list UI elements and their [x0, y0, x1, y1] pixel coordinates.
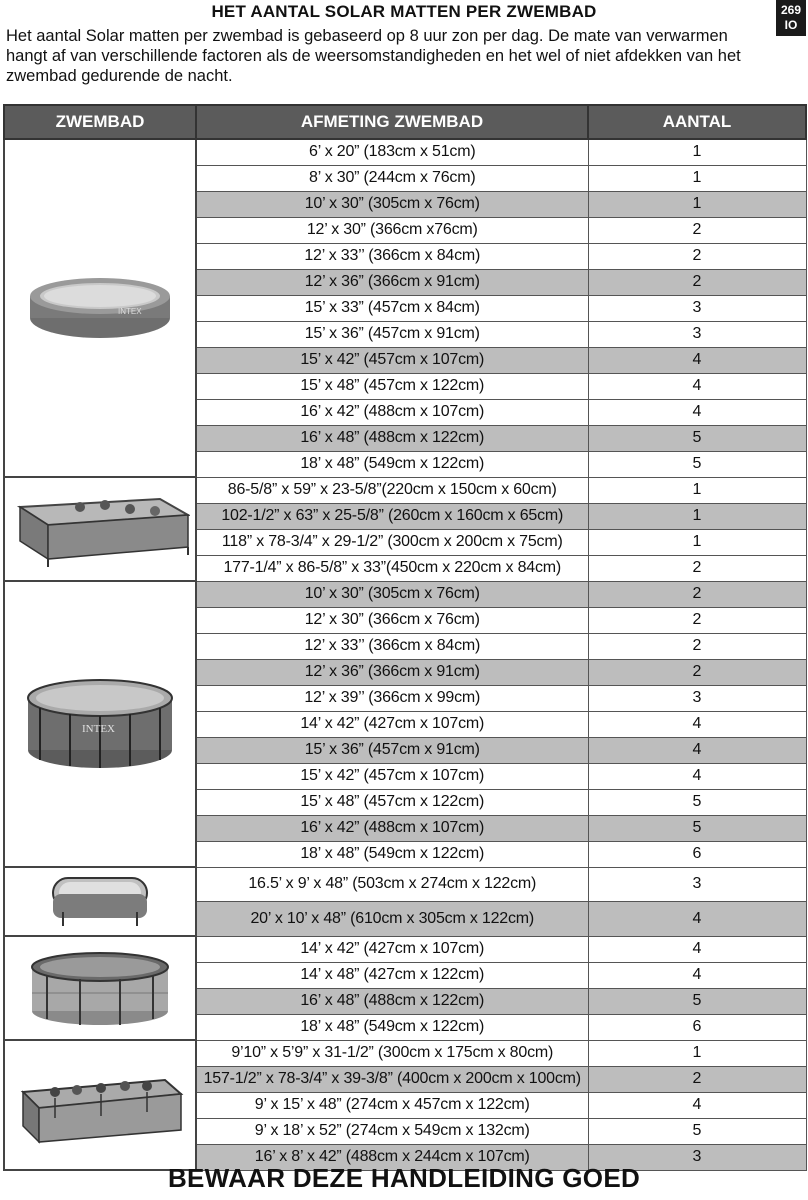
language-code: IO [784, 18, 798, 32]
pool-size-cell: 18’ x 48” (549cm x 122cm) [196, 1014, 588, 1040]
intro-text: Het aantal Solar matten per zwembad is gebaseerd op 8 uur zon per dag. De mate van verwarmen hangt af van verschillende factoren als de weersomstandigheden en het wel of niet afdekken van het zwembad gedurende de nacht. [6, 27, 741, 85]
pool-size-cell: 12’ x 30” (366cm x 76cm) [196, 607, 588, 633]
pool-size-cell: 10’ x 30” (305cm x 76cm) [196, 191, 588, 217]
pool-size-cell: 177-1/4” x 86-5/8” x 33”(450cm x 220cm x 84cm) [196, 555, 588, 581]
pool-size-cell: 10’ x 30” (305cm x 76cm) [196, 581, 588, 607]
pool-size-cell: 15’ x 48” (457cm x 122cm) [196, 373, 588, 399]
page-title: HET AANTAL SOLAR MATTEN PER ZWEMBAD [211, 2, 597, 21]
mat-count-cell: 3 [588, 321, 806, 347]
pool-size-cell: 15’ x 33” (457cm x 84cm) [196, 295, 588, 321]
pool-size-cell: 12’ x 36” (366cm x 91cm) [196, 269, 588, 295]
pool-size-cell: 118” x 78-3/4” x 29-1/2” (300cm x 200cm x 75cm) [196, 529, 588, 555]
mat-count-cell: 2 [588, 581, 806, 607]
pool-size-cell: 15’ x 42” (457cm x 107cm) [196, 763, 588, 789]
easy-set-round-pool-icon [22, 306, 178, 348]
mat-count-cell: 1 [588, 503, 806, 529]
mat-count-cell: 5 [588, 451, 806, 477]
rectangular-frame-pool-icon [10, 556, 190, 573]
mat-count-cell: 5 [588, 789, 806, 815]
mat-count-cell: 3 [588, 1144, 806, 1170]
pool-size-cell: 16’ x 42” (488cm x 107cm) [196, 399, 588, 425]
pool-size-cell: 14’ x 42” (427cm x 107cm) [196, 711, 588, 737]
pool-size-cell: 18’ x 48” (549cm x 122cm) [196, 841, 588, 867]
pool-size-cell: 12’ x 30” (366cm x76cm) [196, 217, 588, 243]
mat-count-cell: 4 [588, 737, 806, 763]
pool-size-cell: 14’ x 42” (427cm x 107cm) [196, 936, 588, 962]
mat-count-cell: 4 [588, 902, 806, 937]
ultra-frame-rectangular-pool-icon [15, 1135, 185, 1152]
pool-size-cell: 9’ x 15’ x 48” (274cm x 457cm x 122cm) [196, 1092, 588, 1118]
pool-image-cell [4, 139, 196, 477]
mat-count-cell: 5 [588, 815, 806, 841]
mat-count-cell: 3 [588, 685, 806, 711]
mat-count-cell: 4 [588, 711, 806, 737]
mat-count-cell: 4 [588, 962, 806, 988]
column-header-size: AFMETING ZWEMBAD [196, 105, 588, 139]
pool-size-cell: 6’ x 20” (183cm x 51cm) [196, 139, 588, 165]
page-number: 269 [780, 3, 802, 17]
pool-size-cell: 15’ x 42” (457cm x 107cm) [196, 347, 588, 373]
mat-count-cell: 1 [588, 165, 806, 191]
mat-count-cell: 5 [588, 988, 806, 1014]
mat-count-cell: 2 [588, 1066, 806, 1092]
pool-image-cell [4, 936, 196, 1040]
pool-size-cell: 18’ x 48” (549cm x 122cm) [196, 451, 588, 477]
mat-count-cell: 2 [588, 607, 806, 633]
pool-size-cell: 12’ x 33’’ (366cm x 84cm) [196, 243, 588, 269]
table-row [4, 936, 806, 962]
pool-size-cell: 20’ x 10’ x 48” (610cm x 305cm x 122cm) [196, 902, 588, 937]
mat-count-cell: 2 [588, 659, 806, 685]
mat-count-cell: 4 [588, 936, 806, 962]
pool-image-cell [4, 581, 196, 867]
footer-note: BEWAAR DEZE HANDLEIDING GOED [167, 1163, 641, 1193]
mat-count-cell: 1 [588, 191, 806, 217]
table-row [4, 867, 806, 902]
pool-size-cell: 15’ x 36” (457cm x 91cm) [196, 737, 588, 763]
table-header-row [4, 105, 806, 139]
mat-count-cell: 4 [588, 1092, 806, 1118]
mat-count-cell: 5 [588, 425, 806, 451]
mat-count-cell: 2 [588, 243, 806, 269]
mat-count-cell: 3 [588, 867, 806, 902]
column-header-count: AANTAL [588, 105, 806, 139]
ultra-frame-round-pool-icon [25, 1014, 175, 1031]
pool-size-cell: 16.5’ x 9’ x 48” (503cm x 274cm x 122cm) [196, 867, 588, 902]
mat-count-cell: 3 [588, 295, 806, 321]
pool-size-cell: 15’ x 36” (457cm x 91cm) [196, 321, 588, 347]
pool-size-cell: 15’ x 48” (457cm x 122cm) [196, 789, 588, 815]
table-row [4, 477, 806, 503]
mat-count-cell: 4 [588, 373, 806, 399]
pool-size-cell: 12’ x 33’’ (366cm x 84cm) [196, 633, 588, 659]
svg-text:INTEX: INTEX [118, 306, 142, 316]
mat-count-cell: 5 [588, 1118, 806, 1144]
pool-size-cell: 12’ x 39’’ (366cm x 99cm) [196, 685, 588, 711]
mat-count-cell: 4 [588, 347, 806, 373]
pool-size-cell: 9’10” x 5’9” x 31-1/2” (300cm x 175cm x 80cm) [196, 1040, 588, 1066]
mat-count-cell: 1 [588, 1040, 806, 1066]
mat-count-cell: 2 [588, 555, 806, 581]
pool-size-cell: 8’ x 30” (244cm x 76cm) [196, 165, 588, 191]
pool-image-cell [4, 1040, 196, 1170]
table-body [4, 139, 806, 1170]
metal-frame-round-pool-icon [20, 722, 180, 776]
oval-frame-pool-icon [45, 917, 155, 934]
pool-size-cell: 86-5/8” x 59” x 23-5/8”(220cm x 150cm x 60cm) [196, 477, 588, 503]
pool-size-cell: 16’ x 48” (488cm x 122cm) [196, 988, 588, 1014]
pool-size-cell: 14’ x 48” (427cm x 122cm) [196, 962, 588, 988]
pool-size-cell: 16’ x 42” (488cm x 107cm) [196, 815, 588, 841]
column-header-pool: ZWEMBAD [4, 105, 196, 139]
pool-size-cell: 16’ x 8’ x 42” (488cm x 244cm x 107cm) [196, 1144, 588, 1170]
mat-count-cell: 6 [588, 841, 806, 867]
solar-mat-table [3, 104, 807, 1171]
mat-count-cell: 1 [588, 139, 806, 165]
pool-size-cell: 9’ x 18’ x 52” (274cm x 549cm x 132cm) [196, 1118, 588, 1144]
mat-count-cell: 4 [588, 399, 806, 425]
pool-size-cell: 157-1/2” x 78-3/4” x 39-3/8” (400cm x 200cm x 100cm) [196, 1066, 588, 1092]
pool-size-cell: 102-1/2” x 63” x 25-5/8” (260cm x 160cm x 65cm) [196, 503, 588, 529]
table-row [4, 1040, 806, 1066]
svg-text:INTEX: INTEX [82, 722, 115, 735]
table-row [4, 581, 806, 607]
pool-image-cell [4, 477, 196, 581]
mat-count-cell: 2 [588, 217, 806, 243]
mat-count-cell: 6 [588, 1014, 806, 1040]
pool-size-cell: 12’ x 36” (366cm x 91cm) [196, 659, 588, 685]
table-row [4, 139, 806, 165]
pool-size-cell: 16’ x 48” (488cm x 122cm) [196, 425, 588, 451]
mat-count-cell: 1 [588, 477, 806, 503]
mat-count-cell: 2 [588, 633, 806, 659]
page-number-badge [776, 0, 806, 36]
mat-count-cell: 1 [588, 529, 806, 555]
mat-count-cell: 2 [588, 269, 806, 295]
mat-count-cell: 4 [588, 763, 806, 789]
pool-image-cell [4, 867, 196, 936]
